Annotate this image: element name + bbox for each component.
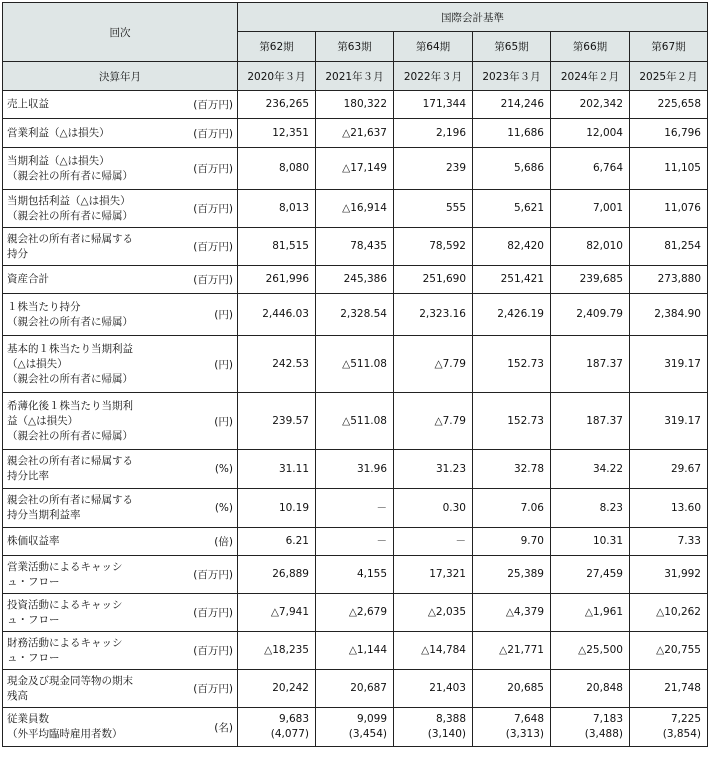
value-cell: 225,658	[630, 91, 708, 119]
row-unit: (百万円)	[173, 556, 238, 594]
row-label-line: 株価収益率	[7, 535, 60, 547]
value-cell: 20,848	[551, 670, 630, 708]
value-cell: 12,351	[238, 119, 316, 148]
value-cell: 8.23	[551, 489, 630, 528]
row-label-line: 希薄化後１株当たり当期利	[7, 399, 133, 412]
value-cell: 31.23	[394, 450, 473, 489]
value-cell: 34.22	[551, 450, 630, 489]
table-row	[3, 489, 708, 528]
value-cell: △4,379	[473, 594, 551, 632]
value-cell: △2,679	[316, 594, 394, 632]
value-cell: 319.17	[630, 393, 708, 450]
value-cell: 20,687	[316, 670, 394, 708]
table-row	[3, 528, 708, 556]
table-row	[3, 294, 708, 336]
row-label	[3, 294, 173, 336]
fiscal-date: 2023年３月	[473, 62, 551, 91]
value-cell: 239	[394, 148, 473, 190]
row-label-line: 親会社の所有者に帰属する	[7, 232, 133, 245]
value-cell: 25,389	[473, 556, 551, 594]
row-label-line: 当期包括利益（△は損失）	[7, 194, 131, 207]
value-cell	[473, 708, 551, 747]
fiscal-date: 2025年２月	[630, 62, 708, 91]
value-cell: 242.53	[238, 336, 316, 393]
fiscal-date: 2024年２月	[551, 62, 630, 91]
value-cell: 239.57	[238, 393, 316, 450]
row-label-line: （△は損失）	[7, 357, 68, 370]
value-cell: 21,403	[394, 670, 473, 708]
value-cell: 5,621	[473, 190, 551, 228]
row-unit: (百万円)	[173, 190, 238, 228]
period-header: 第64期	[394, 32, 473, 62]
table-row	[3, 708, 708, 747]
value-cell: △14,784	[394, 632, 473, 670]
row-label	[3, 708, 173, 747]
header-row-standard	[3, 3, 708, 32]
period-header: 第65期	[473, 32, 551, 62]
value-cell: 273,880	[630, 266, 708, 294]
value-cell	[238, 708, 316, 747]
value-cell: 0.30	[394, 489, 473, 528]
value-cell: 10.19	[238, 489, 316, 528]
value-cell: 20,685	[473, 670, 551, 708]
value-cell: 82,420	[473, 228, 551, 266]
period-header: 第66期	[551, 32, 630, 62]
row-label-line: 残高	[7, 689, 28, 702]
row-label	[3, 119, 173, 148]
row-label	[3, 148, 173, 190]
table-row	[3, 119, 708, 148]
row-label-line: 売上収益	[7, 98, 49, 110]
value-cell: 17,321	[394, 556, 473, 594]
period-header: 第67期	[630, 32, 708, 62]
value-cell: 7.33	[630, 528, 708, 556]
fiscal-date: 2021年３月	[316, 62, 394, 91]
row-label-line: 従業員数	[7, 713, 49, 725]
value-cell: 152.73	[473, 336, 551, 393]
row-label	[3, 489, 173, 528]
value-cell: 20,242	[238, 670, 316, 708]
value-cell: △1,144	[316, 632, 394, 670]
value-main: 7,183	[592, 713, 623, 725]
value-cell: 245,386	[316, 266, 394, 294]
row-label-line: 現金及び現金同等物の期末	[7, 674, 133, 687]
row-label-line: 親会社の所有者に帰属する	[7, 494, 133, 506]
standard-header: 国際会計基準	[238, 3, 708, 32]
row-label	[3, 228, 173, 266]
value-cell: 78,592	[394, 228, 473, 266]
value-cell: 6.21	[238, 528, 316, 556]
value-cell: △20,755	[630, 632, 708, 670]
row-unit: (百万円)	[173, 632, 238, 670]
value-cell: 152.73	[473, 393, 551, 450]
row-unit: (円)	[173, 336, 238, 393]
row-label-line: （親会社の所有者に帰属）	[7, 169, 133, 182]
row-label	[3, 632, 173, 670]
value-main: 7,225	[670, 713, 701, 725]
row-label-line: 財務活動によるキャッシ	[7, 636, 123, 649]
row-label-line: 親会社の所有者に帰属する	[7, 455, 133, 467]
value-cell: 31,992	[630, 556, 708, 594]
row-label	[3, 450, 173, 489]
row-label-line: ュ・フロー	[7, 651, 60, 664]
value-cell: △7.79	[394, 336, 473, 393]
value-cell: 81,515	[238, 228, 316, 266]
value-cell	[630, 708, 708, 747]
value-cell: △10,262	[630, 594, 708, 632]
row-unit: (百万円)	[173, 119, 238, 148]
value-cell: 2,323.16	[394, 294, 473, 336]
fiscal-date: 2020年３月	[238, 62, 316, 91]
value-cell: △18,235	[238, 632, 316, 670]
row-unit: (倍)	[173, 528, 238, 556]
value-main: 9,683	[278, 713, 309, 725]
row-label-line: 持分比率	[7, 470, 49, 482]
row-label-line: 営業利益（△は損失）	[7, 126, 110, 139]
value-cell: △25,500	[551, 632, 630, 670]
value-cell: 21,748	[630, 670, 708, 708]
value-cell: 5,686	[473, 148, 551, 190]
fiscal-date: 2022年３月	[394, 62, 473, 91]
value-cell: 78,435	[316, 228, 394, 266]
row-unit: (名)	[173, 708, 238, 747]
value-cell: △7.79	[394, 393, 473, 450]
value-cell: 10.31	[551, 528, 630, 556]
value-cell: △17,149	[316, 148, 394, 190]
table-row	[3, 190, 708, 228]
value-cell: 27,459	[551, 556, 630, 594]
row-unit: (円)	[173, 294, 238, 336]
table-row	[3, 556, 708, 594]
value-cell: △16,914	[316, 190, 394, 228]
value-cell	[551, 708, 630, 747]
table-row	[3, 336, 708, 393]
value-cell: 2,328.54	[316, 294, 394, 336]
value-cell: 7.06	[473, 489, 551, 528]
value-cell: 2,384.90	[630, 294, 708, 336]
value-cell: 2,196	[394, 119, 473, 148]
value-cell: 2,426.19	[473, 294, 551, 336]
value-cell: 236,265	[238, 91, 316, 119]
table-row	[3, 148, 708, 190]
row-label	[3, 190, 173, 228]
value-main: 7,648	[513, 713, 544, 725]
row-label-line: 当期利益（△は損失）	[7, 154, 110, 167]
value-cell: 11,686	[473, 119, 551, 148]
value-cell: 171,344	[394, 91, 473, 119]
row-label	[3, 393, 173, 450]
row-label-line: （親会社の所有者に帰属）	[7, 372, 133, 385]
value-cell: －	[316, 489, 394, 528]
value-cell: 202,342	[551, 91, 630, 119]
value-cell: △511.08	[316, 393, 394, 450]
value-cell: 319.17	[630, 336, 708, 393]
value-cell: 26,889	[238, 556, 316, 594]
row-label	[3, 594, 173, 632]
value-cell: 187.37	[551, 393, 630, 450]
value-cell: －	[394, 528, 473, 556]
table-row	[3, 450, 708, 489]
row-label	[3, 336, 173, 393]
value-cell: 7,001	[551, 190, 630, 228]
table-row	[3, 594, 708, 632]
value-cell: △21,771	[473, 632, 551, 670]
value-sub: (3,854)	[662, 728, 701, 740]
row-label-line: 営業活動によるキャッシ	[7, 560, 123, 573]
row-label-line: 資産合計	[7, 273, 49, 285]
row-label-line: ュ・フロー	[7, 613, 60, 626]
table-row	[3, 670, 708, 708]
value-sub: (4,077)	[270, 728, 309, 740]
kaiji-header: 回次	[3, 3, 238, 62]
table-row	[3, 228, 708, 266]
row-unit: (百万円)	[173, 148, 238, 190]
value-cell: 11,076	[630, 190, 708, 228]
value-cell: 9.70	[473, 528, 551, 556]
value-cell: △7,941	[238, 594, 316, 632]
value-cell: 82,010	[551, 228, 630, 266]
table-row	[3, 266, 708, 294]
row-label-line: 投資活動によるキャッシ	[7, 598, 123, 611]
value-cell: 31.96	[316, 450, 394, 489]
row-unit: (百万円)	[173, 670, 238, 708]
header-row-dates	[3, 62, 708, 91]
value-cell: 8,080	[238, 148, 316, 190]
row-label	[3, 556, 173, 594]
period-header: 第62期	[238, 32, 316, 62]
row-label-line: （親会社の所有者に帰属）	[7, 429, 133, 442]
row-label-line: １株当たり持分	[7, 300, 81, 313]
row-unit: (百万円)	[173, 594, 238, 632]
row-unit: (%)	[173, 450, 238, 489]
financial-table	[2, 2, 708, 747]
table-row	[3, 91, 708, 119]
value-sub: (3,140)	[427, 728, 466, 740]
row-label-line: 基本的１株当たり当期利益	[7, 342, 133, 355]
value-cell: 12,004	[551, 119, 630, 148]
value-cell: 2,409.79	[551, 294, 630, 336]
value-cell: 2,446.03	[238, 294, 316, 336]
financial-summary	[2, 2, 708, 747]
value-sub: (3,454)	[348, 728, 387, 740]
fiscal-label: 決算年月	[3, 62, 238, 91]
value-cell: 8,013	[238, 190, 316, 228]
table-row	[3, 393, 708, 450]
value-cell: 16,796	[630, 119, 708, 148]
value-cell	[394, 708, 473, 747]
value-sub: (3,313)	[505, 728, 544, 740]
value-cell: 187.37	[551, 336, 630, 393]
value-cell: 261,996	[238, 266, 316, 294]
value-cell: 251,421	[473, 266, 551, 294]
value-cell: 555	[394, 190, 473, 228]
value-sub: (3,488)	[584, 728, 623, 740]
value-cell: 6,764	[551, 148, 630, 190]
value-cell: 4,155	[316, 556, 394, 594]
value-cell: 214,246	[473, 91, 551, 119]
value-main: 8,388	[435, 713, 466, 725]
value-cell: 239,685	[551, 266, 630, 294]
period-header: 第63期	[316, 32, 394, 62]
row-label	[3, 528, 173, 556]
row-label	[3, 91, 173, 119]
value-cell: △1,961	[551, 594, 630, 632]
row-label-line: 益（△は損失）	[7, 414, 79, 427]
row-label-line: ュ・フロー	[7, 575, 60, 588]
value-cell: 11,105	[630, 148, 708, 190]
row-unit: (百万円)	[173, 228, 238, 266]
table-row	[3, 632, 708, 670]
row-label-line: （外平均臨時雇用者数）	[7, 728, 123, 740]
value-cell: 180,322	[316, 91, 394, 119]
value-cell: 29.67	[630, 450, 708, 489]
row-label-line: 持分当期利益率	[7, 509, 81, 521]
value-cell: 31.11	[238, 450, 316, 489]
row-unit: (%)	[173, 489, 238, 528]
row-label	[3, 266, 173, 294]
value-cell	[316, 708, 394, 747]
value-cell: 13.60	[630, 489, 708, 528]
row-unit: (円)	[173, 393, 238, 450]
value-cell: 251,690	[394, 266, 473, 294]
value-cell: △21,637	[316, 119, 394, 148]
row-label-line: （親会社の所有者に帰属）	[7, 209, 133, 222]
row-label	[3, 670, 173, 708]
value-cell: －	[316, 528, 394, 556]
table-body	[3, 91, 708, 747]
value-cell: 81,254	[630, 228, 708, 266]
value-cell: △511.08	[316, 336, 394, 393]
row-label-line: 持分	[7, 247, 28, 260]
value-main: 9,099	[356, 713, 387, 725]
value-cell: △2,035	[394, 594, 473, 632]
value-cell: 32.78	[473, 450, 551, 489]
row-unit: (百万円)	[173, 91, 238, 119]
row-label-line: （親会社の所有者に帰属）	[7, 315, 133, 328]
row-unit: (百万円)	[173, 266, 238, 294]
